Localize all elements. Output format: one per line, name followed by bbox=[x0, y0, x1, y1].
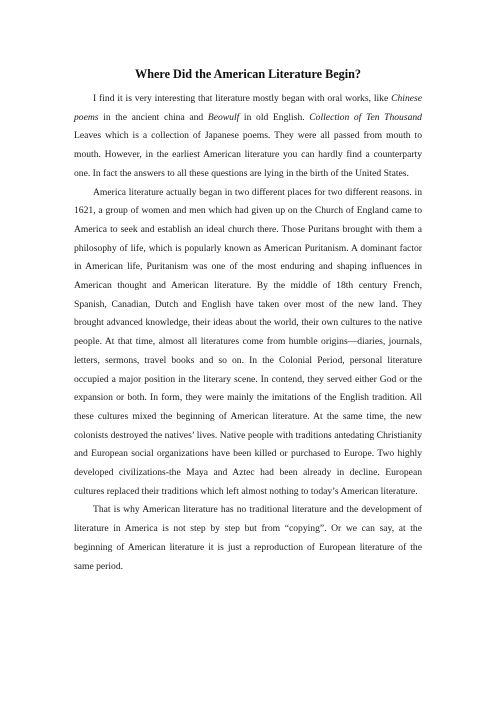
text-run: in old English. bbox=[239, 111, 310, 123]
text-run: That is why American literature has no traditional literature and the development of literature in America is not step by step but from “copying”. Or we can say, at the beginning of American literature it is just a reproduction of European literature of the same period. bbox=[74, 504, 422, 572]
body-paragraph bbox=[74, 184, 422, 502]
document-title: Where Did the American Literature Begin? bbox=[135, 67, 361, 81]
text-run: in the ancient china and bbox=[98, 111, 208, 123]
text-run: America literature actually began in two different places for two different reasons. in 1621, a group of women and men which had given up on the Church of England came to America to seek and establish an ideal church there. Those Puritans brought with them a philosophy of life, which is popularly known as American Puritanism. A dominant factor in American life, Puritanism was one of the most enduring and shaping influences in American thought and American literature. By the middle of 18th century French, Spanish, Canadian, Dutch and English have taken over most of the new land. They brought advanced knowledge, their ideas about the world, their own cultures to the native people. At that time, almost all literatures come from humble origins—diaries, journals, letters, sermons, travel books and so on. In the Colonial Period, personal literature occupied a major position in the literary scene. In contend, they served either God or the expansion or both. In form, they were mainly the imitations of the English tradition. All these cultures mixed the beginning of American literature. At the same time, the new colonists destroyed the natives’ lives. Native people with traditions antedating Christianity and European social organizations have been killed or purchased to Europe. Two highly developed civilizations-the Maya and Aztec had been already in decline. European cultures replaced their traditions which left almost nothing to today’s American literature. bbox=[74, 186, 422, 497]
body-paragraph bbox=[74, 90, 422, 184]
italic-title-chinese-poems: Chinese poems bbox=[74, 93, 422, 123]
italic-title-collection: Collection of Ten Thousand bbox=[309, 111, 422, 123]
document-body bbox=[74, 90, 422, 576]
body-paragraph bbox=[74, 501, 422, 576]
text-run: I find it is very interesting that literature mostly began with oral works, like bbox=[93, 93, 392, 104]
text-run: Leaves which is a collection of Japanese poems. They were all passed from mouth to mouth. However, in the earliest American literature you can hardly find a counterparty one. In fact the answers to all these questions are lying in the birth of the United States. bbox=[74, 130, 422, 179]
italic-title-beowulf: Beowulf bbox=[207, 111, 240, 123]
